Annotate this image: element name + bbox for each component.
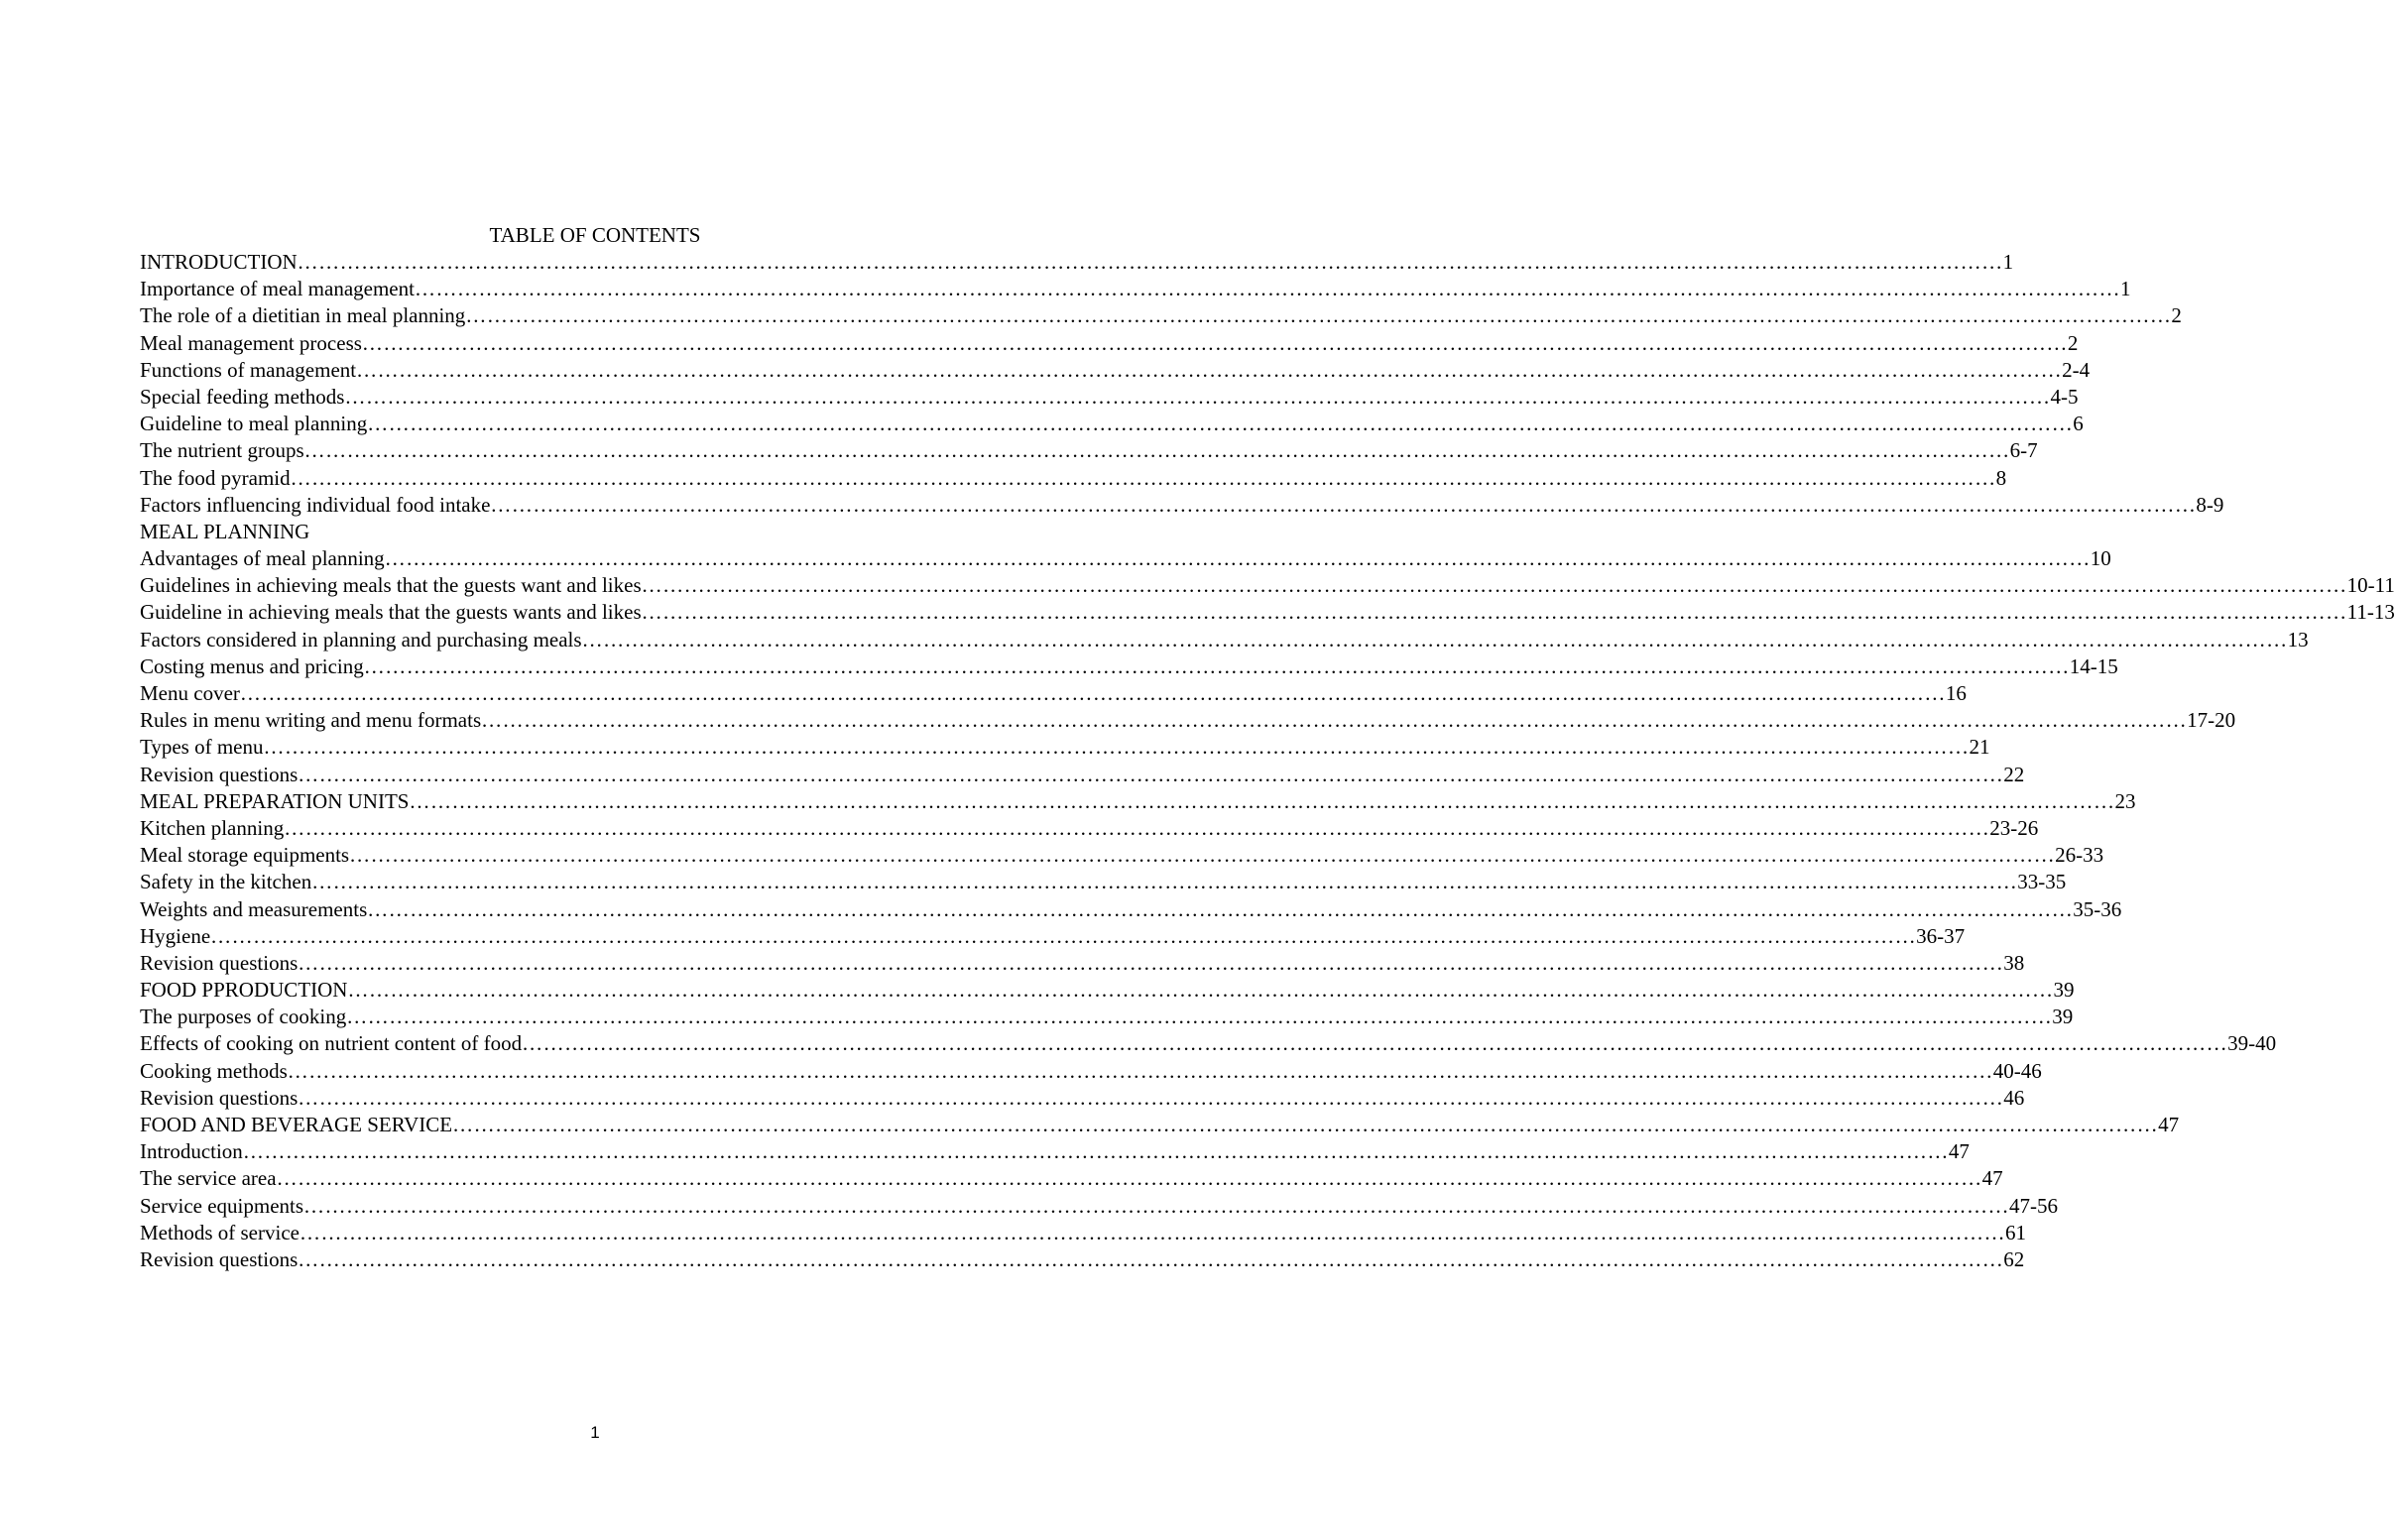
toc-dot-leader: …………………………………………………………………………………………………………………………………………………………………………………………………………………… [452,1113,2159,1136]
toc-entry-label: Rules in menu writing and menu formats [140,708,482,733]
toc-entry-page: 46 [2003,1085,2025,1110]
toc-entry [140,653,2118,680]
toc-dot-leader: …………………………………………………………………………………………………………………………………………………………………………………………………………………… [284,815,1990,840]
toc-entry [140,1004,2074,1030]
toc-entry-page: 2-4 [2062,357,2091,382]
toc-entry [140,707,2236,734]
toc-dot-leader: …………………………………………………………………………………………………………………………………………………………………………………………………………………… [641,573,2347,598]
toc-entry-label: Service equipments [140,1193,304,1218]
toc-entry-page: 26-33 [2055,843,2104,868]
toc-entry-page: 6-7 [2009,438,2038,463]
toc-entry-label: Types of menu [140,735,264,760]
toc-entry [140,869,2067,895]
toc-entry-page: 2 [2067,330,2079,355]
toc-dot-leader: …………………………………………………………………………………………………………………………………………………………………………………………………………………… [384,546,2091,571]
toc-entry-page: 10 [2090,546,2111,571]
toc-entry-page: 1 [2002,250,2014,274]
toc-entry-label: Guideline to meal planning [140,412,368,436]
toc-section-heading [140,519,1048,545]
toc-entry-label: Costing menus and pricing [140,653,364,678]
toc-dot-leader: …………………………………………………………………………………………………………………………………………………………………………………………………………………… [303,1193,2010,1218]
toc-list [140,249,2395,1273]
toc-entry-page: 23-26 [1989,815,2039,840]
toc-dot-leader: …………………………………………………………………………………………………………………………………………………………………………………………………………………… [287,1058,1993,1083]
toc-entry-label: MEAL PREPARATION UNITS [140,788,410,813]
toc-entry-label: Guideline in achieving meals that the guests wants and likes [140,600,642,625]
toc-entry-page: 33-35 [2017,870,2067,894]
toc-entry-page: 23 [2114,788,2136,813]
toc-section-heading [140,249,2014,276]
page-number: 1 [590,1423,600,1442]
toc-entry-label: Guidelines in achieving meals that the guests want and likes [140,573,642,598]
toc-entry-page: 47 [1981,1166,2003,1191]
toc-entry-page: 8 [1995,465,2007,490]
toc-dot-leader: …………………………………………………………………………………………………………………………………………………………………………………………………………………… [581,627,2288,652]
toc-entry-label: Meal management process [140,330,362,355]
toc-entry-label: Advantages of meal planning [140,546,385,571]
toc-entry [140,627,2309,653]
toc-entry-page: 39 [2052,1005,2074,1029]
toc-dot-leader: …………………………………………………………………………………………………………………………………………………………………………………………………………………… [242,1139,1949,1164]
toc-entry-label: The food pyramid [140,465,291,490]
toc-entry [140,1058,2042,1085]
toc-entry-page: 13 [2287,627,2309,652]
toc-dot-leader: …………………………………………………………………………………………………………………………………………………………………………………………………………………… [344,384,2051,409]
toc-dot-leader: …………………………………………………………………………………………………………………………………………………………………………………………………………………… [239,681,1946,705]
toc-dot-leader: …………………………………………………………………………………………………………………………………………………………………………………………………………………… [303,438,2010,463]
toc-entry-page: 1 [2119,277,2131,301]
toc-dot-leader: …………………………………………………………………………………………………………………………………………………………………………………………………………………… [490,492,2197,517]
toc-entry [140,896,2122,923]
toc-entry [140,411,2084,437]
toc-entry [140,302,2182,329]
toc-entry [140,923,1966,950]
toc-entry-label: FOOD PPRODUCTION [140,978,348,1003]
toc-dot-leader: …………………………………………………………………………………………………………………………………………………………………………………………………………………… [367,412,2074,436]
toc-entry-page: 47 [2158,1113,2180,1136]
toc-entry-label: The purposes of cooking [140,1005,347,1029]
toc-entry-page: 39 [2053,978,2075,1003]
toc-dot-leader: …………………………………………………………………………………………………………………………………………………………………………………………………………………… [367,896,2074,921]
toc-entry-label: Meal storage equipments [140,843,350,868]
toc-entry [140,1030,2277,1057]
toc-dot-leader: …………………………………………………………………………………………………………………………………………………………………………………………………………………… [298,1085,2004,1110]
toc-entry [140,465,2007,492]
toc-entry-label: Functions of management [140,357,357,382]
toc-entry-label: MEAL PLANNING [140,519,310,543]
toc-dot-leader: …………………………………………………………………………………………………………………………………………………………………………………………………………………… [347,978,2054,1003]
toc-entry [140,357,2091,384]
toc-dot-leader: …………………………………………………………………………………………………………………………………………………………………………………………………………………… [311,870,2018,894]
toc-entry-label: Hygiene [140,923,211,948]
toc-entry [140,545,2111,572]
toc-dot-leader: …………………………………………………………………………………………………………………………………………………………………………………………………………………… [363,653,2070,678]
toc-entry-page: 10-11 [2346,573,2395,598]
toc-section-heading [140,788,2136,815]
toc-entry-label: FOOD AND BEVERAGE SERVICE [140,1113,453,1136]
toc-entry [140,572,2395,599]
toc-entry-page: 2 [2171,303,2182,328]
toc-entry-label: Special feeding methods [140,384,345,409]
toc-entry-page: 8-9 [2196,492,2224,517]
toc-entry [140,437,2038,464]
toc-entry-label: INTRODUCTION [140,250,298,274]
toc-entry-page: 62 [2003,1246,2025,1271]
toc-entry-label: Revision questions [140,762,299,786]
toc-entry-label: Introduction [140,1139,243,1164]
toc-dot-leader: …………………………………………………………………………………………………………………………………………………………………………………………………………………… [298,1246,2004,1271]
toc-entry-page: 47-56 [2009,1193,2059,1218]
toc-dot-leader: …………………………………………………………………………………………………………………………………………………………………………………………………………………… [481,708,2188,733]
toc-dot-leader: …………………………………………………………………………………………………………………………………………………………………………………………………………………… [276,1166,1982,1191]
toc-dot-leader: …………………………………………………………………………………………………………………………………………………………………………………………………………………… [356,357,2063,382]
toc-entry-page: 4-5 [2050,384,2079,409]
toc-entry-label: The role of a dietitian in meal planning [140,303,466,328]
toc-entry [140,1193,2059,1220]
toc-dot-leader: …………………………………………………………………………………………………………………………………………………………………………………………………………………… [263,735,1970,760]
toc-title: TABLE OF CONTENTS [489,223,701,247]
toc-section-heading [140,1112,2180,1138]
toc-section-heading [140,977,2075,1004]
toc-entry-page: 40-46 [1992,1058,2042,1083]
toc-entry-page: 11-13 [2346,600,2395,625]
toc-entry-page: 14-15 [2069,653,2118,678]
toc-entry-label: Methods of service [140,1220,299,1244]
toc-entry [140,842,2104,869]
toc-entry-page: 38 [2003,950,2025,975]
toc-entry-label: Cooking methods [140,1058,288,1083]
toc-entry [140,762,2025,788]
toc-dot-leader: …………………………………………………………………………………………………………………………………………………………………………………………………………………… [297,250,2003,274]
toc-entry-page: 6 [2073,412,2084,436]
toc-entry-label: Safety in the kitchen [140,870,312,894]
toc-dot-leader: …………………………………………………………………………………………………………………………………………………………………………………………………………………… [290,465,1996,490]
toc-entry-label: Weights and measurements [140,896,368,921]
toc-dot-leader: …………………………………………………………………………………………………………………………………………………………………………………………………………………… [298,762,2004,786]
toc-entry-page: 39-40 [2227,1031,2277,1056]
toc-entry-page: 16 [1945,681,1967,705]
toc-entry-page: 21 [1969,735,1990,760]
toc-entry [140,815,2039,842]
toc-entry-page: 36-37 [1916,923,1966,948]
toc-dot-leader: …………………………………………………………………………………………………………………………………………………………………………………………………………………… [641,600,2347,625]
toc-entry-label: Factors influencing individual food intake [140,492,491,517]
toc-dot-leader: …………………………………………………………………………………………………………………………………………………………………………………………………………………… [298,950,2004,975]
toc-entry-label: Revision questions [140,1085,299,1110]
toc-entry-label: Effects of cooking on nutrient content of food [140,1031,523,1056]
toc-entry [140,950,2025,977]
toc-dot-leader: …………………………………………………………………………………………………………………………………………………………………………………………………………………… [361,330,2068,355]
toc-entry [140,276,2131,302]
toc-entry-page: 22 [2003,762,2025,786]
toc-entry [140,1085,2025,1112]
toc-dot-leader: …………………………………………………………………………………………………………………………………………………………………………………………………………………… [346,1005,2053,1029]
toc-entry-page: 47 [1948,1139,1970,1164]
toc-dot-leader: …………………………………………………………………………………………………………………………………………………………………………………………………………………… [409,788,2115,813]
toc-entry-label: Menu cover [140,681,240,705]
toc-dot-leader: …………………………………………………………………………………………………………………………………………………………………………………………………………………… [349,843,2056,868]
toc-entry-page: 35-36 [2073,896,2122,921]
toc-entry [140,1220,2026,1246]
toc-dot-leader: …………………………………………………………………………………………………………………………………………………………………………………………………………………… [414,277,2120,301]
toc-entry [140,330,2079,357]
toc-dot-leader: …………………………………………………………………………………………………………………………………………………………………………………………………………………… [522,1031,2228,1056]
toc-dot-leader: …………………………………………………………………………………………………………………………………………………………………………………………………………………… [299,1220,2005,1244]
toc-entry [140,1165,2003,1192]
toc-entry [140,599,2395,626]
toc-entry [140,1246,2025,1273]
toc-entry-label: Revision questions [140,950,299,975]
toc-entry [140,680,1967,707]
toc-entry-label: Revision questions [140,1246,299,1271]
toc-entry-label: The service area [140,1166,277,1191]
toc-entry-page: 17-20 [2187,708,2236,733]
toc-dot-leader: …………………………………………………………………………………………………………………………………………………………………………………………………………………… [465,303,2172,328]
toc-entry-label: Factors considered in planning and purchasing meals [140,627,582,652]
toc-entry-label: The nutrient groups [140,438,304,463]
toc-dot-leader: …………………………………………………………………………………………………………………………………………………………………………………………………………………… [210,923,1917,948]
toc-entry-label: Kitchen planning [140,815,285,840]
toc-entry-page: 61 [2004,1220,2026,1244]
toc-entry [140,492,2224,519]
toc-entry [140,734,1990,761]
toc-entry [140,384,2079,411]
toc-entry-label: Importance of meal management [140,277,415,301]
toc-entry [140,1138,1970,1165]
